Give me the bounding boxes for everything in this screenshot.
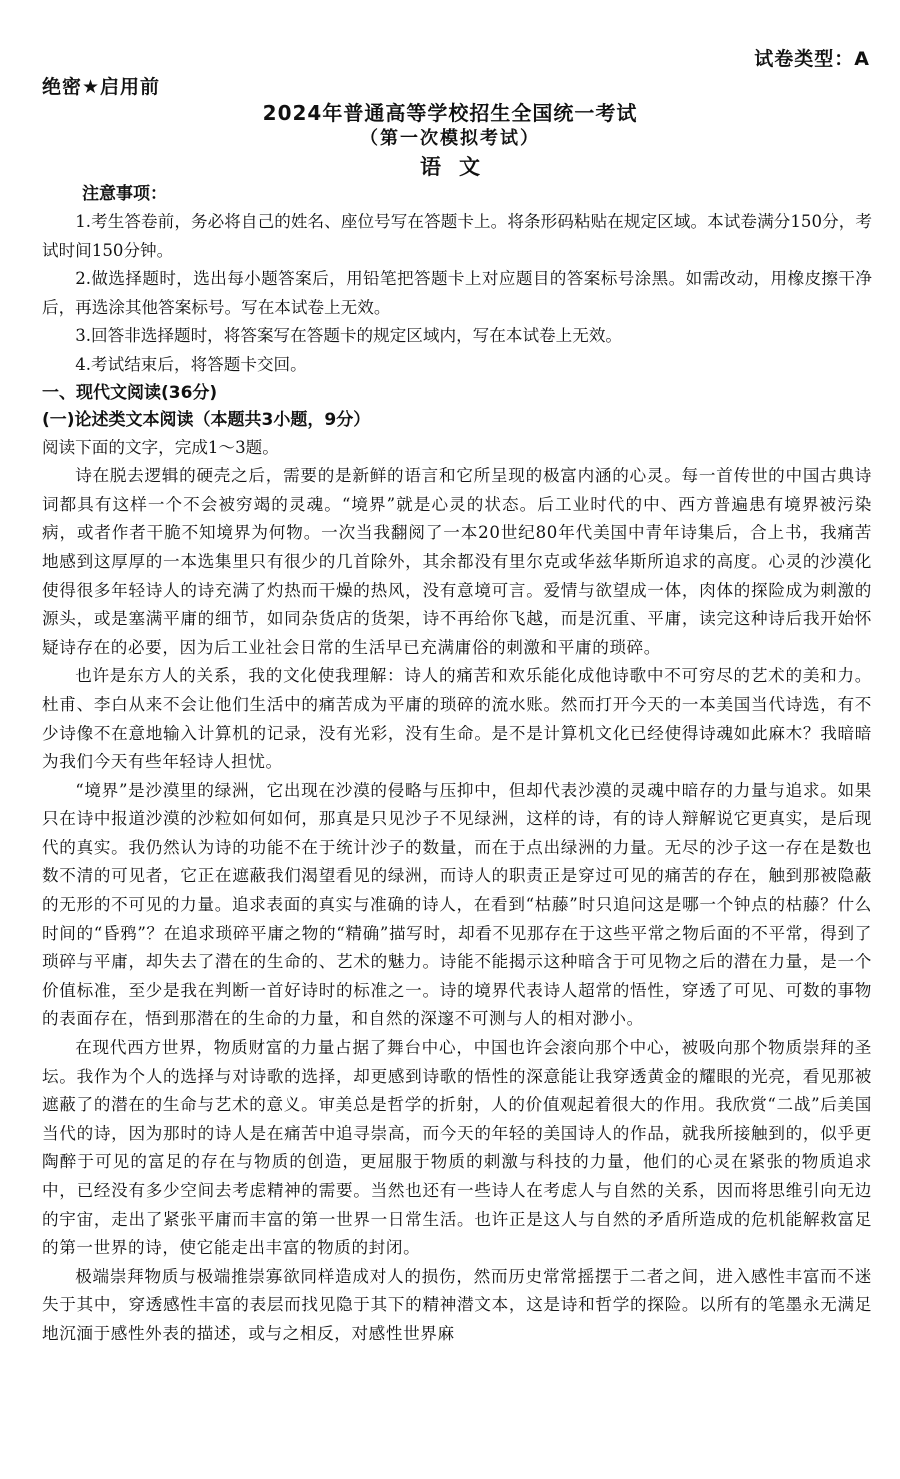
passage-paragraph: 也许是东方人的关系，我的文化使我理解：诗人的痛苦和欢乐能化成他诗歌中不可穷尽的艺术的美和力。杜甫、李白从来不会让他们生活中的痛苦成为平庸的琐碎的流水账。然而打开今天的一本美国当代诗选，有不少诗像不在意地输入计算机的记录，没有光彩，没有生命。是不是计算机文化已经使得诗魂如此麻木？我暗暗为我们今天有些年轻诗人担忧。 <box>42 666 872 772</box>
exam-subtitle: （第一次模拟考试） <box>360 128 540 149</box>
passage-paragraph: 在现代西方世界，物质财富的力量占据了舞台中心，中国也许会滚向那个中心，被吸向那个物质崇拜的圣坛。我作为个人的选择与对诗歌的选择，却更感到诗歌的悟性的深意能让我穿透黄金的耀眼的光亮，看见那被遮蔽了的潜在的生命与艺术的意义。审美总是哲学的折射，人的价值观起着很大的作用。我欣赏“二战”后美国当代的诗，因为那时的诗人是在痛苦中追寻崇高，而今天的年轻的美国诗人的作品，就我所接触到的，似乎更陶醉于可见的富足的存在与物质的创造，更屈服于物质的刺激与科技的力量，他们的心灵在紧张的物质追求中，已经没有多少空间去考虑精神的需要。当然也还有一些诗人在考虑人与自然的关系，因而将思维引向无边的宇宙，走出了紧张平庸而丰富的第一世界一日常生活。也许正是这人与自然的矛盾所造成的危机能解救富足的第一世界的诗，使它能走出丰富的物质的封闭。 <box>42 1038 872 1258</box>
passage-paragraph: 诗在脱去逻辑的硬壳之后，需要的是新鲜的语言和它所呈现的极富内涵的心灵。每一首传世的中国古典诗词都具有这样一个不会被穷竭的灵魂。“境界”就是心灵的状态。后工业时代的中、西方普遍患有境界被污染病，或者作者干脆不知境界为何物。一次当我翻阅了一本20世纪80年代美国中青年诗集后，合上书，我痛苦地感到这厚厚的一本选集里只有很少的几首除外，其余都没有里尔克或华兹华斯所追求的高度。心灵的沙漠化使得很多年轻诗人的诗充满了灼热而干燥的热风，没有意境可言。爱情与欲望成一体，肉体的探险成为刺激的源头，或是塞满平庸的细节，如同杂货店的货架，诗不再给你飞越，而是沉重、平庸，读完这种诗后我开始怀疑诗存在的必要，因为后工业社会日常的生活早已充满庸俗的刺激和平庸的琐碎。 <box>42 466 872 657</box>
exam-header <box>0 100 900 182</box>
paper-type-label: 试卷类型：A <box>754 48 870 70</box>
exam-title: 2024年普通高等学校招生全国统一考试 <box>262 101 638 125</box>
notice-item: 2.做选择题时，选出每小题答案后，用铅笔把答题卡上对应题目的答案标号涂黑。如需改动，用橡皮擦干净后，再选涂其他答案标号。写在本试卷上无效。 <box>42 269 872 317</box>
subsection-title: (一)论述类文本阅读（本题共3小题，9分） <box>42 409 371 430</box>
notice-item: 3.回答非选择题时，将答案写在答题卡的规定区域内，写在本试卷上无效。 <box>75 326 623 346</box>
notice-item: 1.考生答卷前，务必将自己的姓名、座位号写在答题卡上。将条形码粘贴在规定区域。本试卷满分150分，考试时间150分钟。 <box>42 212 872 260</box>
passage-paragraph: “境界”是沙漠里的绿洲，它出现在沙漠的侵略与压抑中，但却代表沙漠的灵魂中暗存的力量与追求。如果只在诗中报道沙漠的沙粒如何如何，那真是只见沙子不见绿洲，这样的诗，有的诗人辩解说它更真实，是后现代的真实。我仍然认为诗的功能不在于统计沙子的数量，而在于点出绿洲的力量。无尽的沙子这一存在是数也数不清的可见者，它正在遮蔽我们渴望看见的绿洲，而诗人的职责正是穿过可见的痛苦的存在，触到那被隐蔽的无形的不可见的力量。追求表面的真实与准确的诗人，在看到“枯藤”时只追问这是哪一个钟点的枯藤？什么时间的“昏鸦”？在追求琐碎平庸之物的“精确”描写时，却看不见那存在于这些平常之物后面的不平常，得到了琐碎与平庸，却失去了潜在的生命的、艺术的魅力。诗能不能揭示这种暗含于可见物之后的潜在力量，是一个价值标准，至少是我在判断一首好诗时的标准之一。诗的境界代表诗人超常的悟性，穿透了可见、可数的事物的表面存在，悟到那潜在的生命的力量，和自然的深邃不可测与人的相对渺小。 <box>42 780 872 1029</box>
secret-label: 绝密★启用前 <box>42 76 161 98</box>
reading-instruction: 阅读下面的文字，完成1～3题。 <box>42 437 279 457</box>
subject-title: 语文 <box>420 155 498 179</box>
exam-content <box>42 180 872 1349</box>
notice-heading: 注意事项： <box>82 184 167 204</box>
section-title: 一、现代文阅读(36分) <box>42 382 218 403</box>
passage-paragraph: 极端崇拜物质与极端推崇寡欲同样造成对人的损伤，然而历史常常摇摆于二者之间，进入感性丰富而不迷失于其中，穿透感性丰富的表层而找见隐于其下的精神潜文本，这是诗和哲学的探险。以所有的笔墨永无满足地沉湎于感性外表的描述，或与之相反，对感性世界麻 <box>42 1266 872 1343</box>
notice-item: 4.考试结束后，将答题卡交回。 <box>75 354 307 374</box>
